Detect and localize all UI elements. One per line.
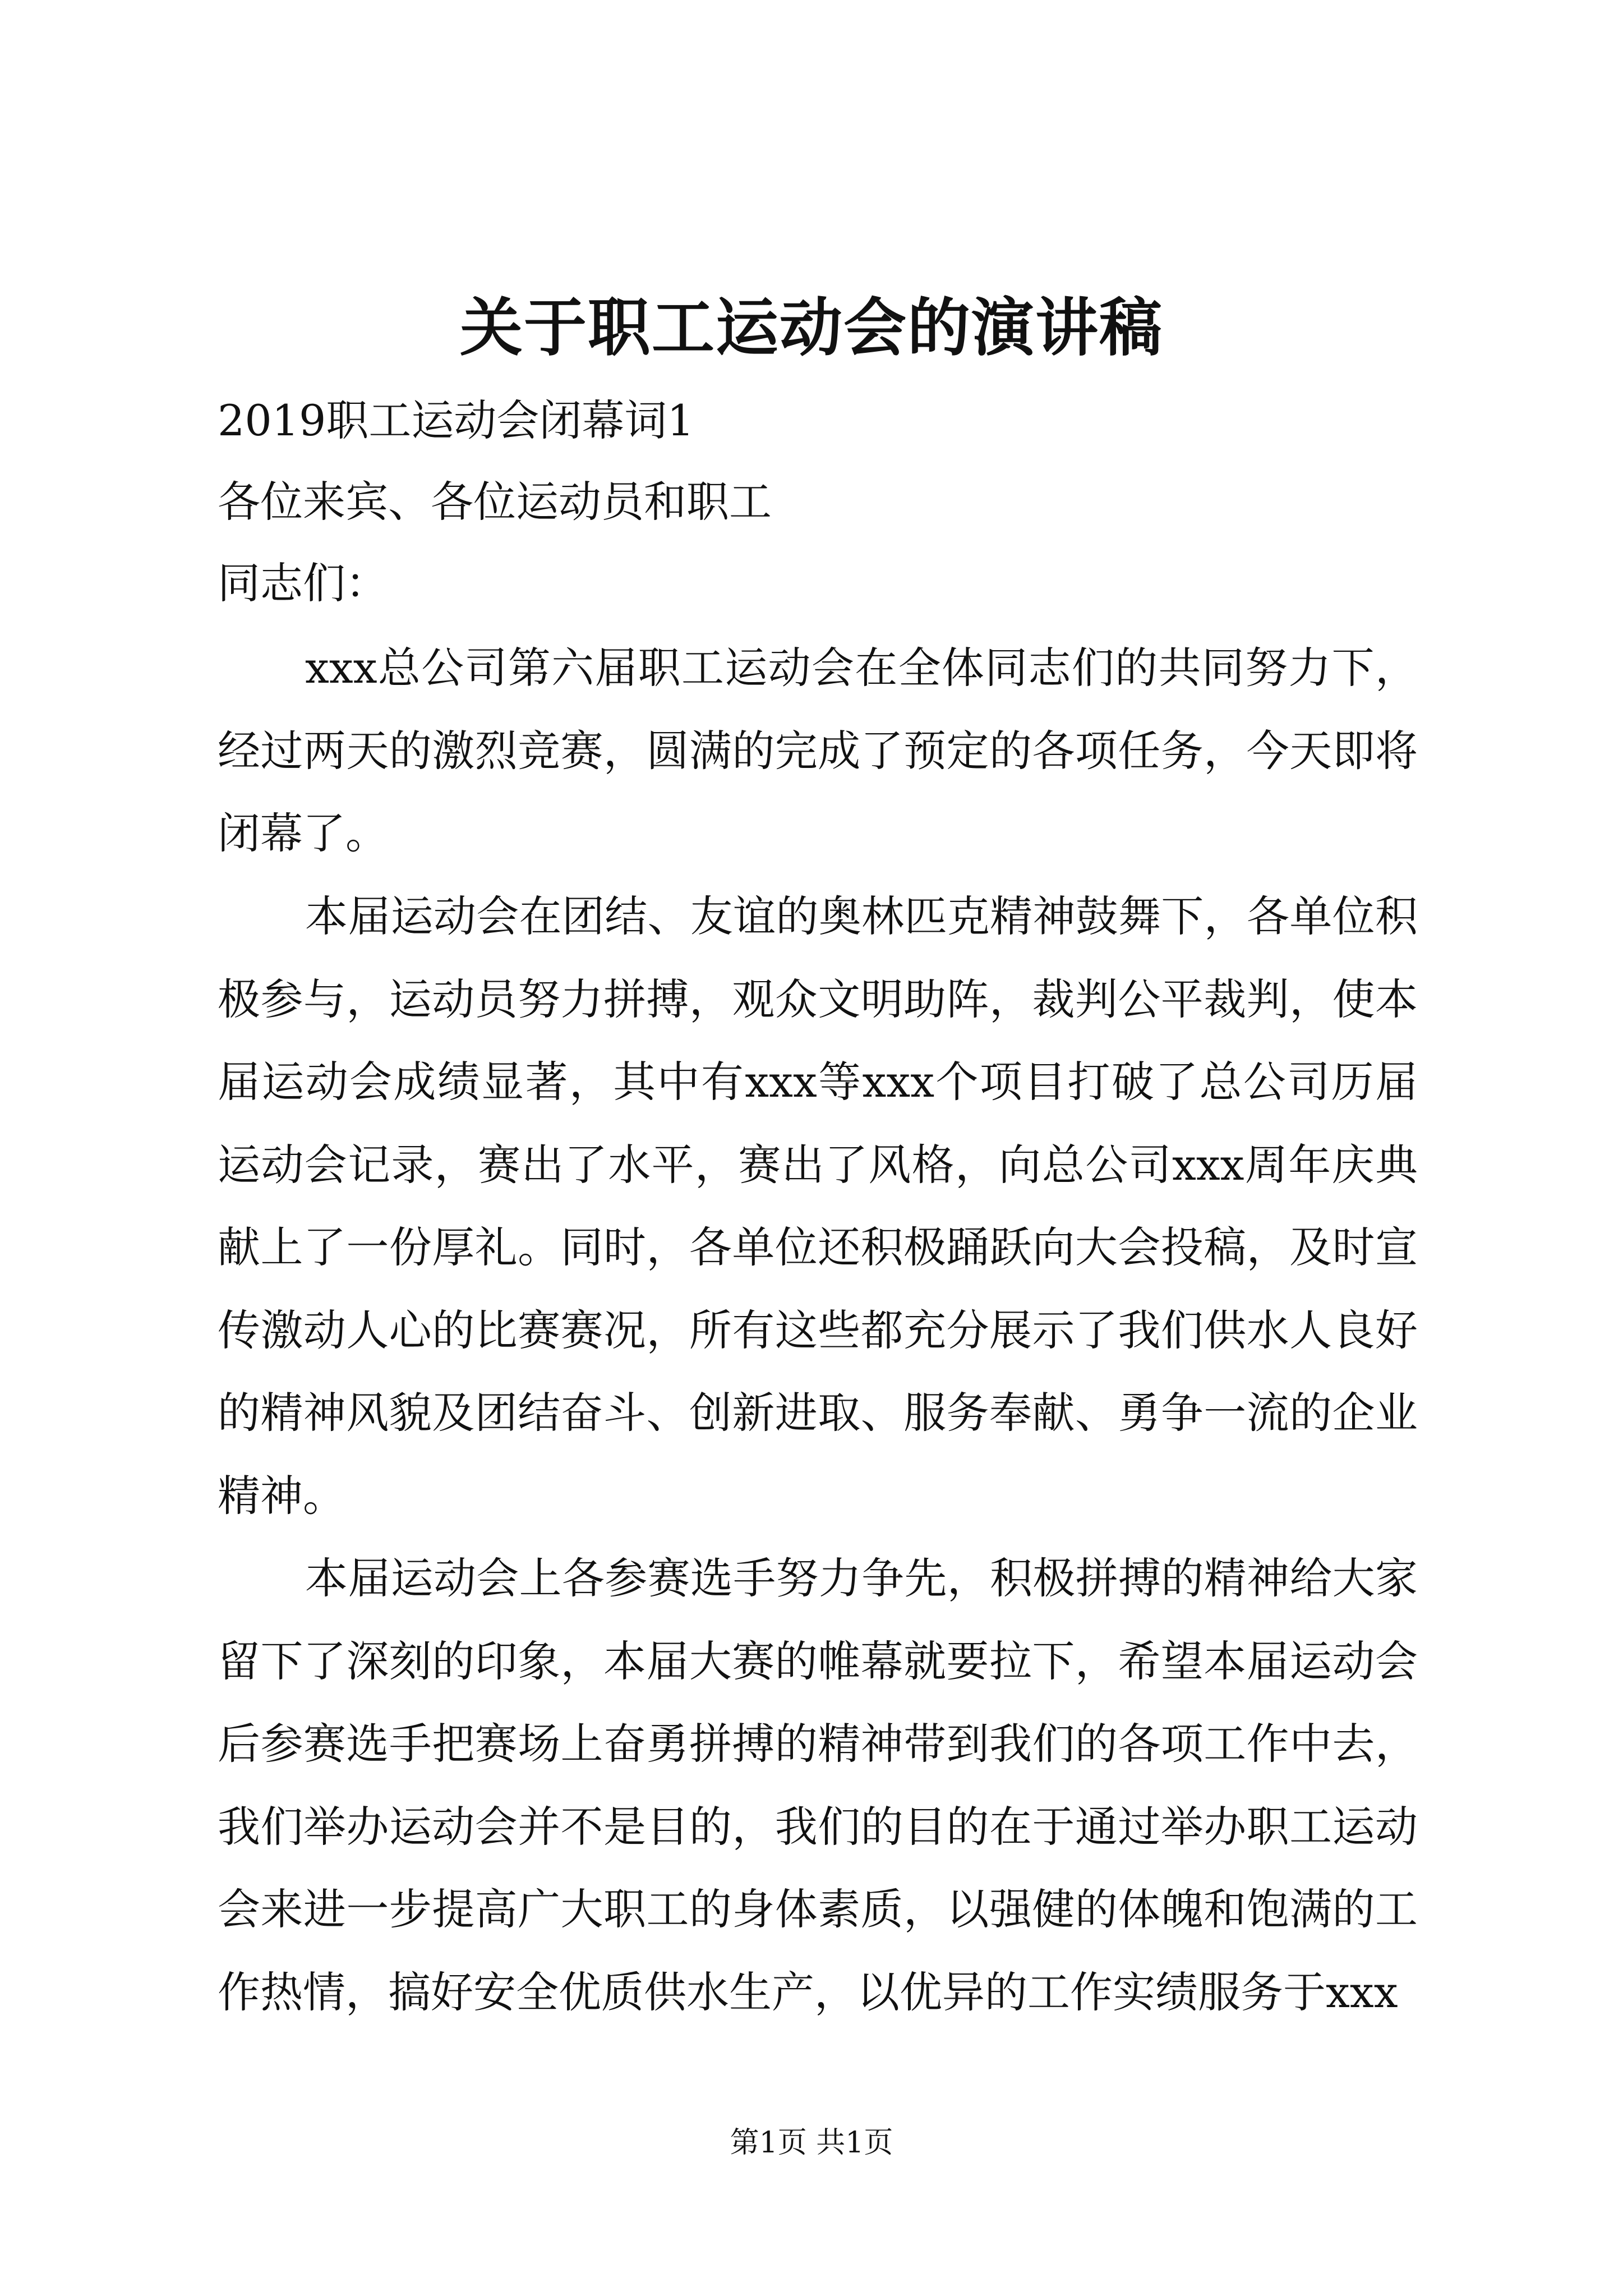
salutation-comrades: 同志们： [218, 558, 388, 608]
document-title: 关于职工运动会的演讲稿 [460, 291, 1163, 365]
page-footer: 第1页 共1页 [730, 2126, 893, 2160]
paragraph-opening: xxx总公司第六届职工运动会在全体同志们的共同努力下，经过两天的激烈竞赛，圆满的完成了预定的各项任务，今天即将闭幕了。 [218, 643, 1418, 858]
salutation-guests: 各位来宾、各位运动员和职工 [218, 477, 772, 527]
paragraph-hopes: 本届运动会上各参赛选手努力争先，积极拼搏的精神给大家留下了深刻的印象，本届大赛的帷幕就要拉下，希望本届运动会后参赛选手把赛场上奋勇拼搏的精神带到我们的各项工作中去，我们举办运动会并不是目的，我们的目的在于通过举办职工运动会来进一步提高广大职工的身体素质，以强健的体魄和饱满的工作热情，搞好安全优质供水生产，以优异的工作实绩服务于xxx [218, 1553, 1418, 2017]
paragraph-achievements: 本届运动会在团结、友谊的奥林匹克精神鼓舞下，各单位积极参与，运动员努力拼搏，观众文明助阵，裁判公平裁判，使本届运动会成绩显著，其中有xxx等xxx个项目打破了总公司历届运动会记录，赛出了水平，赛出了风格，向总公司xxx周年庆典献上了一份厚礼。同时，各单位还积极踊跃向大会投稿，及时宣传激动人心的比赛赛况，所有这些都充分展示了我们供水人良好的精神风貌及团结奋斗、创新进取、服务奉献、勇争一流的企业精神。 [218, 891, 1418, 1521]
document-subtitle: 2019职工运动会闭幕词1 [218, 395, 694, 445]
